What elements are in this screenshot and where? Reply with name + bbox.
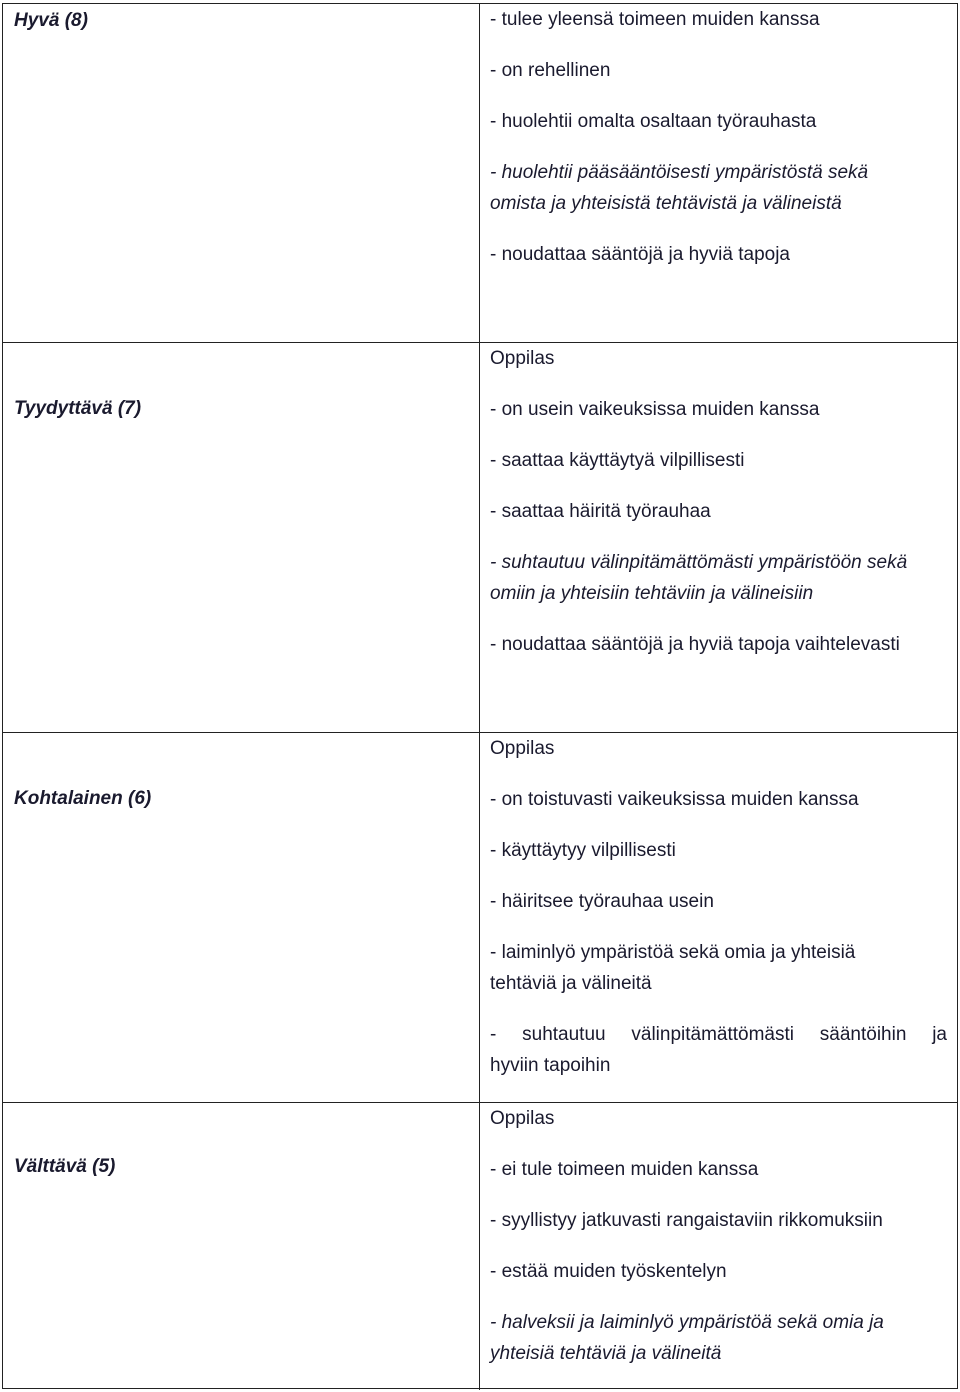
- list-heading: Oppilas: [490, 738, 555, 759]
- table-row-poor: [3, 1103, 957, 1390]
- behavior-grade-table: [2, 3, 958, 1389]
- list-item: - tulee yleensä toimeen muiden kanssa: [490, 9, 820, 30]
- list-item-continuation: hyviin tapoihin: [490, 1055, 611, 1076]
- list-item-continuation: tehtäviä ja välineitä: [490, 973, 652, 994]
- list-item: - saattaa käyttäytyä vilpillisesti: [490, 450, 745, 471]
- list-heading: Oppilas: [490, 348, 555, 369]
- list-item: - laiminlyö ympäristöä sekä omia ja yhteisiä: [490, 942, 856, 963]
- list-item: - käyttäytyy vilpillisesti: [490, 840, 676, 861]
- grade-label: Tyydyttävä (7): [14, 398, 142, 419]
- list-item: - syyllistyy jatkuvasti rangaistaviin rikkomuksiin: [490, 1210, 883, 1231]
- list-item: - on rehellinen: [490, 60, 611, 81]
- list-item: - on usein vaikeuksissa muiden kanssa: [490, 399, 820, 420]
- grade-label: Välttävä (5): [14, 1156, 116, 1177]
- list-item: - suhtautuu välinpitämättömästi ympäristöön sekä: [490, 552, 908, 573]
- list-item: - huolehtii omalta osaltaan työrauhasta: [490, 111, 817, 132]
- list-item: - ei tule toimeen muiden kanssa: [490, 1159, 759, 1180]
- column-divider: [479, 4, 480, 342]
- grade-label: Hyvä (8): [14, 10, 88, 31]
- list-item: - häiritsee työrauhaa usein: [490, 891, 714, 912]
- list-item-continuation: omista ja yhteisistä tehtävistä ja välineistä: [490, 193, 842, 214]
- list-heading: Oppilas: [490, 1108, 555, 1129]
- column-divider: [479, 343, 480, 732]
- list-item: - noudattaa sääntöjä ja hyviä tapoja vaihtelevasti: [490, 634, 900, 655]
- column-divider: [479, 733, 480, 1102]
- list-item: - huolehtii pääsääntöisesti ympäristöstä sekä: [490, 162, 869, 183]
- table-row-fair: [3, 733, 957, 1103]
- list-item-continuation: yhteisiä tehtäviä ja välineitä: [490, 1343, 722, 1364]
- table-row-good: [3, 4, 957, 343]
- table-row-satisfactory: [3, 343, 957, 733]
- list-item: - on toistuvasti vaikeuksissa muiden kanssa: [490, 789, 859, 810]
- list-item: - suhtautuu välinpitämättömästi sääntöihin ja: [490, 1024, 947, 1045]
- list-item: - estää muiden työskentelyn: [490, 1261, 727, 1282]
- grade-label: Kohtalainen (6): [14, 788, 152, 809]
- list-item: - halveksii ja laiminlyö ympäristöä sekä omia ja: [490, 1312, 884, 1333]
- column-divider: [479, 1103, 480, 1390]
- list-item: - saattaa häiritä työrauhaa: [490, 501, 711, 522]
- list-item: - noudattaa sääntöjä ja hyviä tapoja: [490, 244, 790, 265]
- list-item-continuation: omiin ja yhteisiin tehtäviin ja välineisiin: [490, 583, 814, 604]
